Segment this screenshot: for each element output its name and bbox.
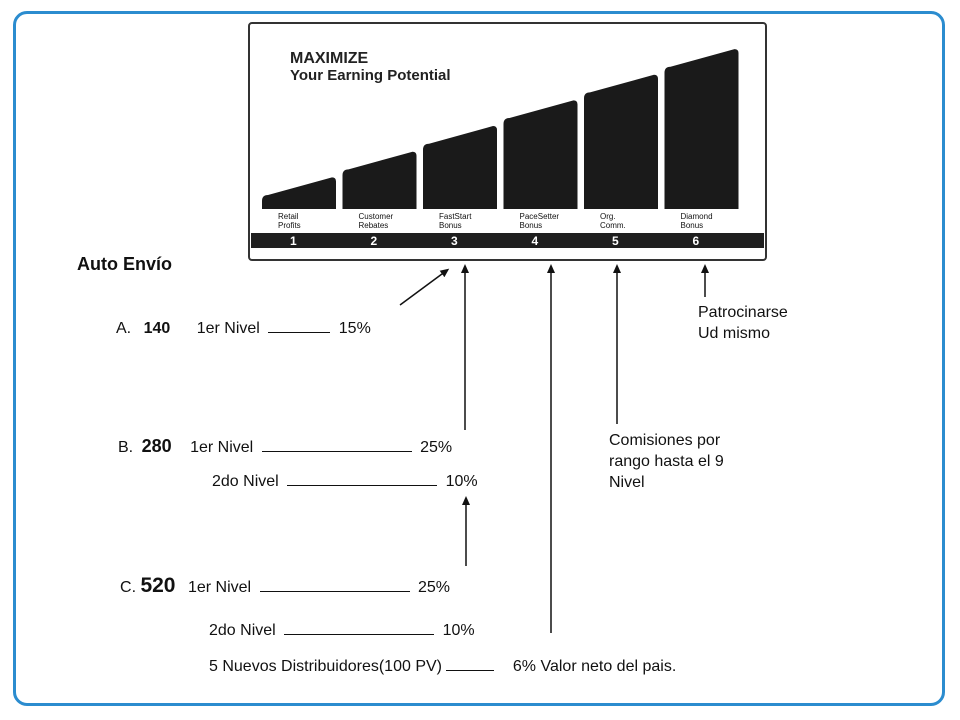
bar-label-1-line1: Retail	[278, 212, 299, 221]
commission-note-line2: rango hasta el 9	[609, 453, 724, 470]
chart-subtitle: Your Earning Potential	[290, 67, 451, 84]
bar-label-4-line2: Bonus	[519, 221, 543, 230]
bar-label-2-line2: Rebates	[358, 221, 389, 230]
section-b-pct1: 25%	[420, 439, 453, 456]
chart-graphic	[248, 22, 767, 262]
bar-number-5: 5	[612, 234, 619, 248]
section-c-blank2	[284, 620, 434, 635]
section-b: B. 280 1er Nivel 25%	[118, 436, 453, 456]
commission-note-line3: Nivel	[609, 474, 645, 491]
chart-bar-6	[665, 49, 739, 209]
section-c-level2: 2do Nivel	[209, 622, 276, 639]
bar-label-2-line1: Customer	[358, 212, 394, 221]
commission-note-line1: Comisiones por	[609, 432, 721, 449]
bar-number-4: 4	[531, 234, 539, 248]
section-c-letter: C	[120, 579, 132, 596]
section-b-letter: B	[118, 439, 129, 456]
section-c-level1: 1er Nivel	[187, 579, 252, 596]
bar-label-5-line2: Comm.	[600, 221, 626, 230]
section-c-row3	[209, 656, 676, 676]
bar-number-3: 3	[451, 234, 458, 248]
bar-label-6-line2: Bonus	[680, 221, 704, 230]
section-b-amount: 280	[141, 436, 172, 456]
bar-number-1: 1	[290, 234, 297, 248]
bar-label-1-line2: Profits	[278, 221, 301, 230]
sponsor-note-line2: Ud mismo	[698, 325, 771, 342]
bar-label-5-line1: Org.	[600, 212, 616, 221]
section-c-value: 6% Valor neto del pais.	[512, 658, 677, 675]
chart-bar-4	[504, 100, 578, 209]
section-a: A. 140 1er Nivel 15%	[116, 320, 371, 337]
auto-envio-heading: Auto Envío	[77, 254, 172, 274]
section-c-row2	[209, 620, 475, 640]
section-a-pct: 15%	[338, 320, 371, 337]
bar-label-3-line2: Bonus	[439, 221, 462, 230]
earning-potential-chart	[248, 22, 767, 262]
number-band	[251, 233, 764, 248]
commission-note	[609, 430, 724, 493]
section-b-level2: 2do Nivel	[212, 473, 279, 490]
section-b-blank2	[287, 471, 437, 486]
section-c-pct2: 10%	[442, 622, 475, 639]
section-a-level: 1er Nivel	[196, 320, 260, 337]
bar-label-6-line1: Diamond	[680, 212, 713, 221]
chart-title: MAXIMIZE	[290, 50, 369, 67]
bar-number-6: 6	[692, 234, 700, 248]
section-a-letter: A	[116, 320, 127, 337]
section-b-blank1	[262, 437, 412, 452]
section-c: C. 520 1er Nivel 25%	[120, 574, 451, 597]
section-a-blank	[268, 318, 330, 333]
bar-number-2: 2	[370, 234, 378, 248]
sponsor-note	[698, 302, 788, 344]
section-c-distributors: 5 Nuevos Distribuidores(100 PV)	[209, 658, 442, 675]
sponsor-note-line1: Patrocinarse	[698, 304, 788, 321]
section-c-amount: 520	[140, 574, 176, 597]
section-c-blank3	[446, 656, 494, 671]
section-c-pct1: 25%	[418, 579, 451, 596]
section-b-row2	[212, 471, 478, 491]
section-b-pct2: 10%	[445, 473, 478, 490]
section-b-level1: 1er Nivel	[190, 439, 254, 456]
bar-label-3-line1: FastStart	[439, 212, 472, 221]
section-a-amount: 140	[143, 320, 171, 337]
bar-label-4-line1: PaceSetter	[519, 212, 560, 221]
chart-bar-5	[584, 75, 658, 209]
section-c-blank1	[260, 577, 410, 592]
